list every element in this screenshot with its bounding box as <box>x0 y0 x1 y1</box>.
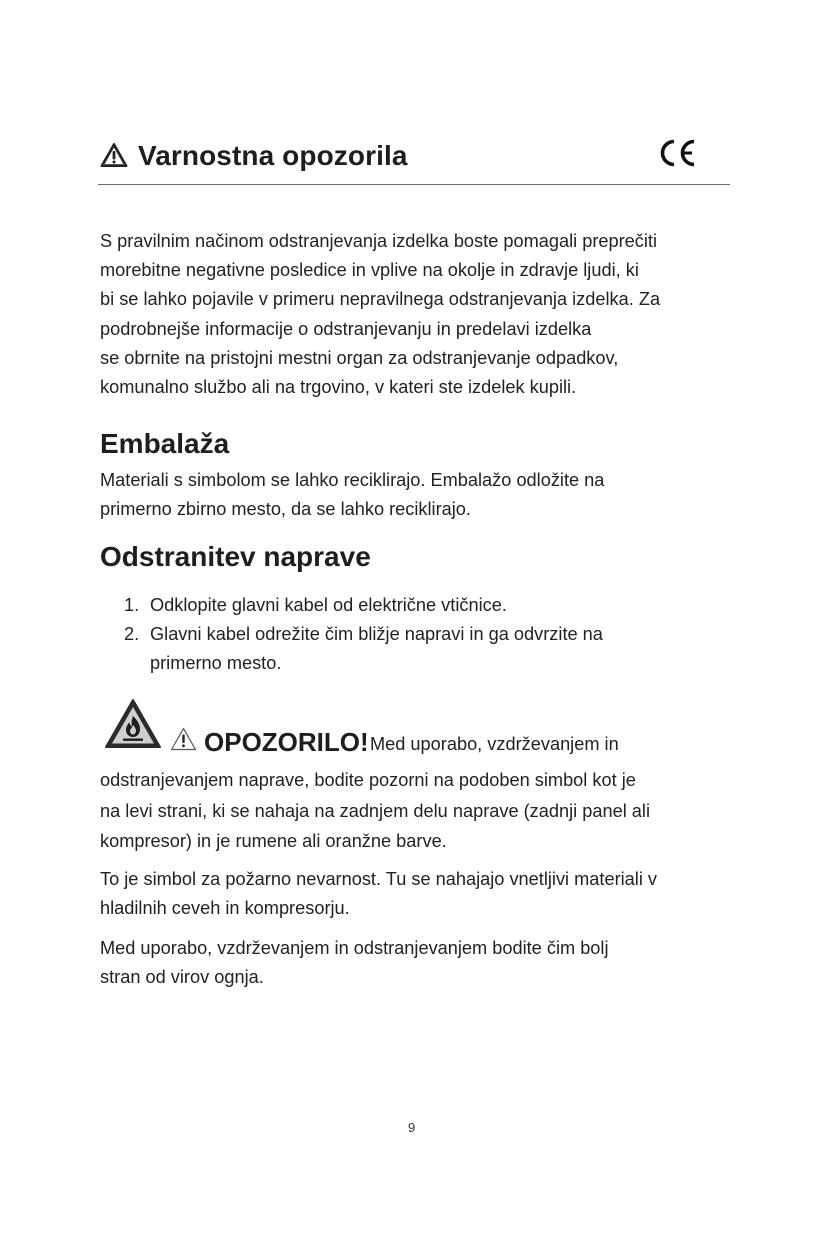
warning-inline-text: Med uporabo, vzdrževanjem in <box>370 734 619 754</box>
warning-triangle-icon <box>170 727 197 751</box>
intro-paragraph <box>100 227 740 402</box>
flammable-hazard-icon <box>104 698 162 750</box>
text-line: primerno mesto. <box>150 653 282 674</box>
text-line: na levi strani, ki se nahaja na zadnjem delu naprave (zadnji panel ali <box>100 800 651 821</box>
page-title: Varnostna opozorila <box>138 140 408 171</box>
text-line: primerno zbirno mesto, da se lahko reciklirajo. <box>100 499 471 520</box>
list-item <box>100 620 740 678</box>
text-line: kompresor) in je rumene ali oranžne barve. <box>100 831 447 851</box>
warning-triangle-icon <box>100 142 128 168</box>
text-line: To je simbol za požarno nevarnost. Tu se nahajajo vnetljivi materiali v <box>100 869 658 889</box>
warning-paragraph <box>100 765 740 857</box>
text-line: hladilnih ceveh in kompresorju. <box>100 898 350 919</box>
text-line: podrobnejše informacije o odstranjevanju in predelavi izdelka <box>100 318 592 339</box>
text-line: se obrnite na pristojni mestni organ za odstranjevanje odpadkov, <box>100 347 619 368</box>
text-line: stran od virov ognja. <box>100 967 264 988</box>
text-line: Materiali s simbolom se lahko reciklirajo. Embalažo odložite na <box>100 470 605 490</box>
list-number: 1. <box>124 595 140 615</box>
text-line: komunalno službo ali na trgovino, v kateri ste izdelek kupili. <box>100 377 577 398</box>
text-line: Med uporabo, vzdrževanjem in odstranjevanjem bodite čim bolj <box>100 938 609 958</box>
text-line: Odklopite glavni kabel od električne vtičnice. <box>150 595 507 615</box>
text-line: Glavni kabel odrežite čim bližje napravi in ga odvrzite na <box>150 624 603 645</box>
text-line: odstranjevanjem naprave, bodite pozorni na podoben simbol kot je <box>100 770 636 790</box>
ce-mark-icon <box>659 138 697 168</box>
page-number: 9 <box>408 1120 416 1135</box>
text-line: S pravilnim načinom odstranjevanja izdelka boste pomagali preprečiti <box>100 231 658 251</box>
disposal-heading: Odstranitev naprave <box>100 541 371 572</box>
list-item <box>100 591 740 620</box>
fire-sources-paragraph <box>100 934 740 992</box>
text-line: morebitne negativne posledice in vplive na okolje in zdravje ljudi, ki <box>100 260 639 281</box>
packaging-paragraph <box>100 466 740 524</box>
disposal-steps-list <box>100 591 740 679</box>
section-header <box>98 136 730 184</box>
list-number: 2. <box>124 624 140 645</box>
text-line: bi se lahko pojavile v primeru nepravilnega odstranjevanja izdelka. Za <box>100 289 661 310</box>
packaging-heading: Embalaža <box>100 428 230 459</box>
fire-hazard-paragraph <box>100 865 740 923</box>
header-divider <box>98 184 730 185</box>
warning-label: OPOZORILO! <box>204 727 369 757</box>
